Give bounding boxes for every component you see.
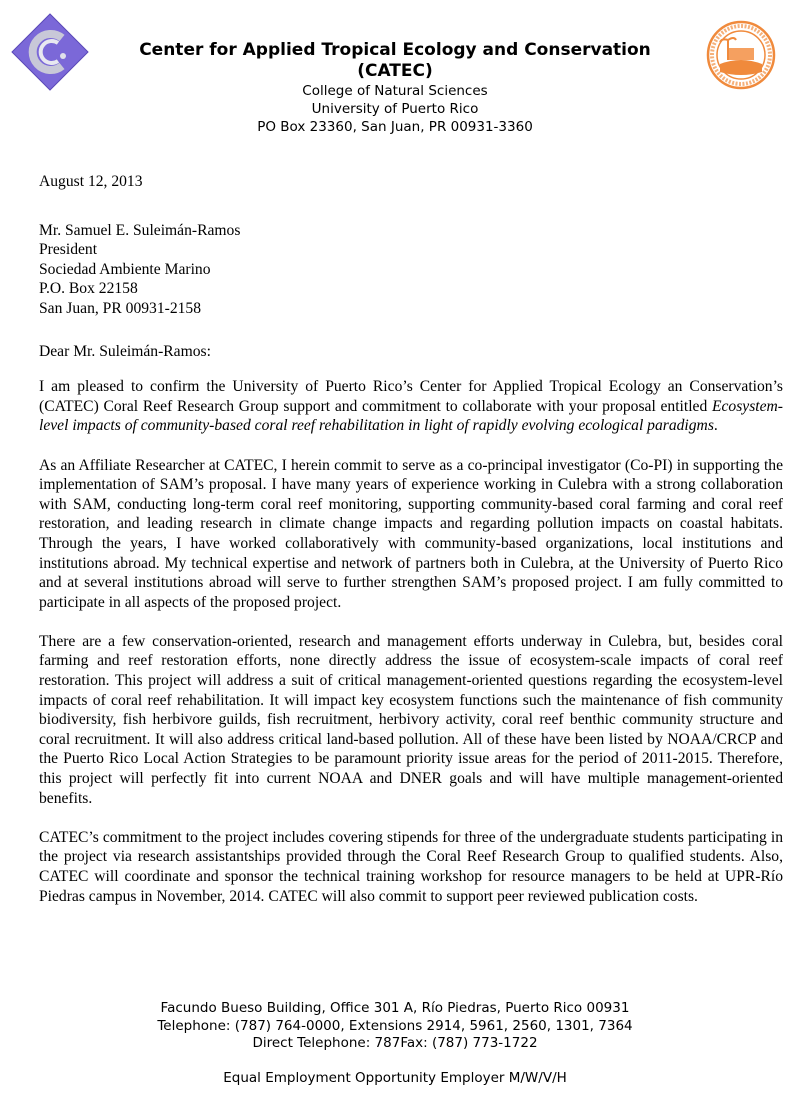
org-acronym: (CATEC) xyxy=(357,61,433,81)
footer-telephone: Telephone: (787) 764-0000, Extensions 2914, 5961, 2560, 1301, 7364 xyxy=(157,1017,633,1034)
college: College of Natural Sciences xyxy=(302,83,488,99)
footer-direct: Direct Telephone: 787Fax: (787) 773-1722 xyxy=(252,1035,538,1051)
paragraph-3: There are a few conservation-oriented, research and management efforts underway in Culebra, but, besides coral farming and reef restoration efforts, none directly address the issue of ecosystem-scale impacts of coral reef restoration. This project will address a suit of critical management-oriented questions regarding the ecosystem-level impacts of coral reef rehabilitation. It will impact key ecosystem functions such the maintenance of fish community biodiversity, fish herbivore guilds, fish recruitment, herbivory activity, coral reef benthic community structure and coral recruitment. It will also address critical land-based pollution. All of these have been listed by NOAA/CRCP and the Puerto Rico Local Action Strategies to be paramount priority issue areas for the period of 2011-2015. Therefore, this project will perfectly fit into current NOAA and DNER goals and will have multiple management-oriented benefits. xyxy=(39,632,783,807)
recipient-name: Mr. Samuel E. Suleimán-Ramos xyxy=(39,221,241,239)
letter-date: August 12, 2013 xyxy=(39,173,143,190)
salutation: Dear Mr. Suleimán-Ramos: xyxy=(39,342,211,360)
paragraph-1-text: I am pleased to confirm the University of Puerto Rico’s Center for Applied Tropical Ecology an Conservation’s (CATEC) Coral Reef Research Group support and commitment to collaborate with your proposal entitled xyxy=(39,378,783,415)
university: University of Puerto Rico xyxy=(311,101,479,117)
footer-eeo: Equal Employment Opportunity Employer M/W/V/H xyxy=(223,1069,567,1086)
paragraph-2: As an Affiliate Researcher at CATEC, I herein commit to serve as a co-principal investigator (Co-PI) in supporting the implementation of SAM’s proposal. I have many years of experience working in Culebra with a strong collaboration with SAM, conducting long-term coral reef monitoring, supporting community-based coral farming and coral reef restoration, and leading research in climate change impacts and regarding pollution impacts on coastal habitats. Through the years, I have worked collaboratively with community-based organizations, local institutions and institutions abroad. My technical expertise and network of partners both in Culebra, at the University of Puerto Rico and at several institutions abroad will serve to further strengthen SAM’s proposed project. I am fully committed to participate in all aspects of the proposed project. xyxy=(39,456,783,611)
org-address: PO Box 23360, San Juan, PR 00931-3360 xyxy=(257,119,533,135)
footer xyxy=(0,1000,790,1087)
footer-address: Facundo Bueso Building, Office 301 A, Río Piedras, Puerto Rico 00931 xyxy=(160,1000,630,1016)
letterhead xyxy=(0,40,790,136)
org-name: Center for Applied Tropical Ecology and Conservation xyxy=(139,40,651,60)
paragraph-1-end: . xyxy=(713,417,718,435)
letter-body xyxy=(39,172,783,926)
recipient-org: Sociedad Ambiente Marino xyxy=(39,260,211,278)
recipient-pobox: P.O. Box 22158 xyxy=(39,280,138,298)
paragraph-1 xyxy=(39,377,783,436)
recipient-title: President xyxy=(39,241,98,259)
proposal-title: Ecosystem-level impacts of community-based coral reef rehabilitation in light of rapidly evolving ecological paradigms xyxy=(39,397,783,435)
recipient-block xyxy=(39,221,783,319)
paragraph-4: CATEC’s commitment to the project includes covering stipends for three of the undergraduate students participating in the project via research assistantships provided through the Coral Reef Research Group to qualified students. Also, CATEC will coordinate and sponsor the technical training workshop for resource managers to be held at UPR-Río Piedras campus in November, 2014. CATEC will also commit to support peer reviewed publication costs. xyxy=(39,828,783,905)
recipient-city: San Juan, PR 00931-2158 xyxy=(39,299,202,317)
